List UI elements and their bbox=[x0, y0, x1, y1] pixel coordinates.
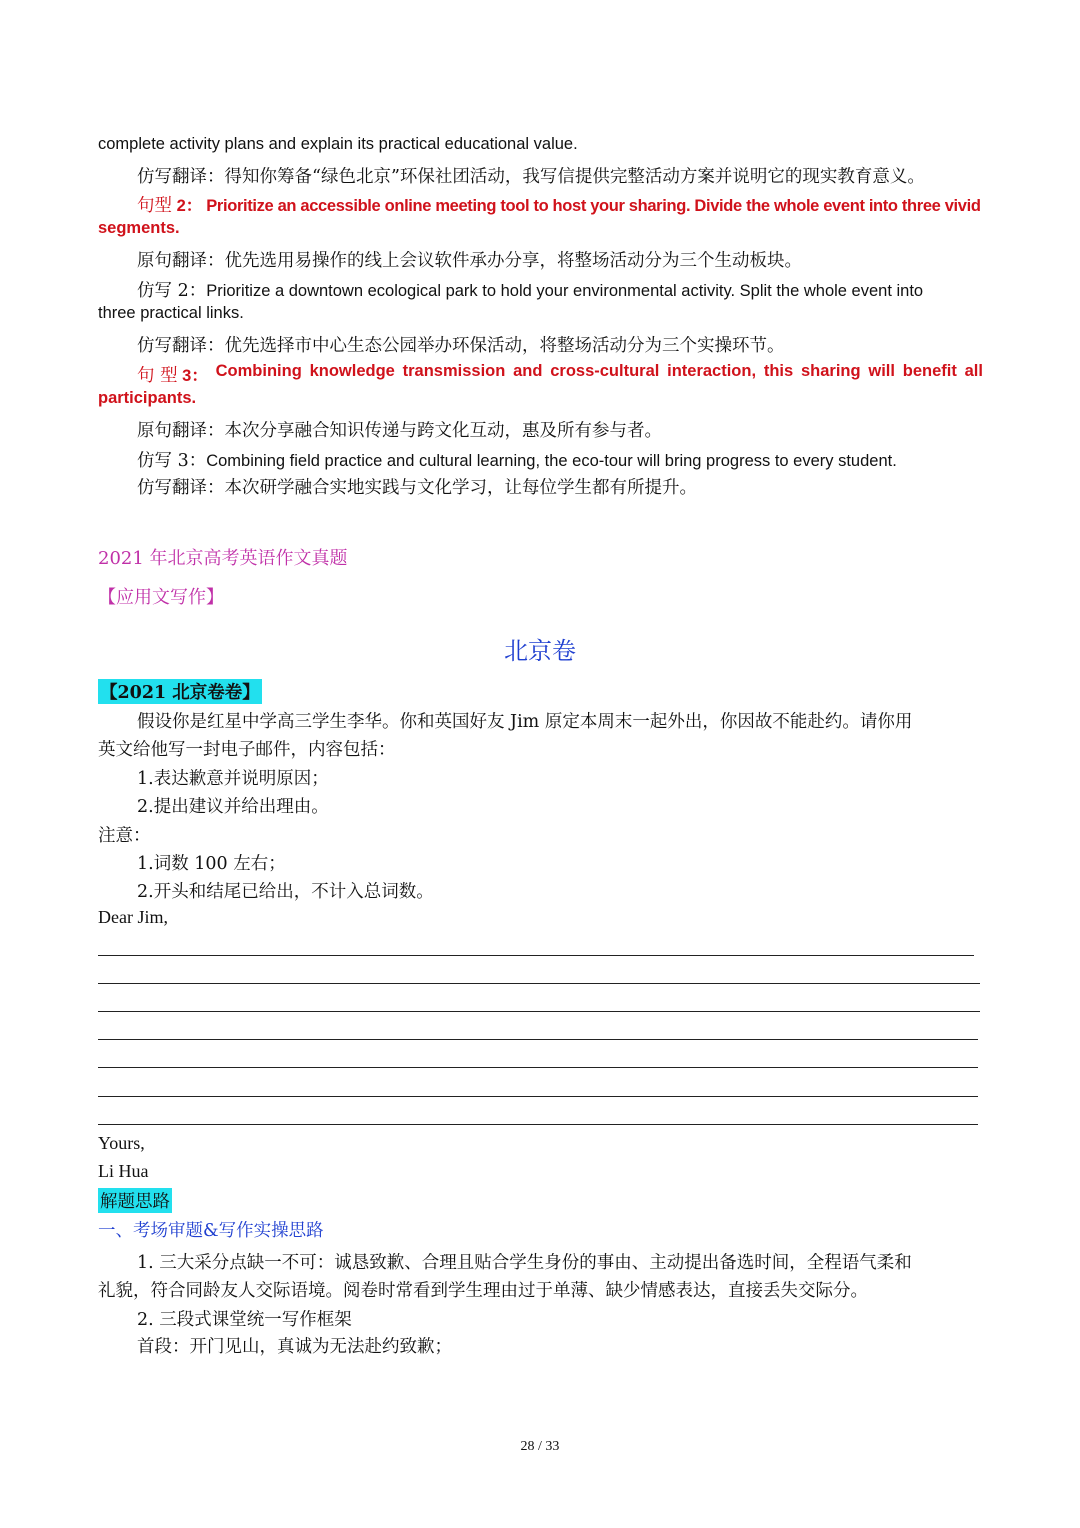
prompt-line: 假设你是红星中学高三学生李华。你和英国好友 Jim 原定本周末一起外出，你因故不能赴约。请你用 bbox=[137, 712, 913, 732]
requirement-item: 2.提出建议并给出理由。 bbox=[137, 797, 329, 817]
analysis-heading: 一、考场审题&写作实操思路 bbox=[98, 1221, 324, 1241]
pattern-word: Combining bbox=[215, 362, 302, 380]
label: 原句翻译： bbox=[137, 421, 225, 441]
label: 仿写翻译： bbox=[137, 167, 225, 187]
writing-line bbox=[98, 1124, 978, 1125]
pattern-word: transmission bbox=[402, 362, 506, 380]
analysis-point-continuation: 礼貌，符合同龄友人交际语境。阅卷时常看到学生理由过于单薄、缺少情感表达，直接丢失交际分。 bbox=[98, 1281, 868, 1301]
pattern-word: knowledge bbox=[309, 362, 395, 380]
imitate3-translation bbox=[137, 474, 697, 499]
page-title: 北京卷 bbox=[504, 637, 576, 665]
label: 仿写翻译： bbox=[137, 336, 225, 356]
closing: Yours, bbox=[98, 1133, 145, 1153]
pattern3-line bbox=[137, 362, 983, 387]
imitate-text: Combining field practice and cultural learning, the eco-tour will bring progress to every student. bbox=[206, 452, 897, 470]
analysis-point: 2. 三段式课堂统一写作框架 bbox=[137, 1310, 352, 1330]
analysis-tag: 解题思路 bbox=[98, 1188, 172, 1213]
label: 原句翻译： bbox=[137, 251, 225, 271]
pattern-word: interaction, bbox=[667, 362, 757, 380]
label: 仿写翻译： bbox=[137, 478, 225, 498]
exam-category: 【应用文写作】 bbox=[98, 587, 224, 608]
pattern2-line bbox=[137, 192, 981, 217]
pattern-label: 句 型 bbox=[137, 366, 178, 386]
writing-line bbox=[98, 1011, 980, 1012]
pattern-word: this bbox=[763, 362, 794, 380]
translation-text: 本次研学融合实地实践与文化学习，让每位学生都有所提升。 bbox=[224, 478, 697, 498]
imitate3-line bbox=[137, 447, 897, 472]
pattern-number: 3： bbox=[177, 367, 208, 385]
analysis-paragraph: 首段：开门见山，真诚为无法赴约致歉； bbox=[137, 1337, 452, 1357]
imitate2-translation bbox=[137, 332, 785, 357]
imitate1-translation bbox=[137, 163, 925, 188]
prompt-continuation: 英文给他写一封电子邮件，内容包括： bbox=[98, 740, 396, 760]
writing-line bbox=[98, 983, 980, 984]
imitate2-line bbox=[137, 277, 923, 302]
exam-tag: 【2021 北京卷卷】 bbox=[98, 679, 262, 704]
page-number: 28 / 33 bbox=[520, 1439, 560, 1454]
pattern-word: will bbox=[868, 362, 895, 380]
pattern-word: benefit bbox=[902, 362, 957, 380]
writing-line bbox=[98, 955, 974, 956]
label: 仿写 3： bbox=[137, 451, 207, 471]
writing-line bbox=[98, 1039, 978, 1040]
pattern-label: 句型 bbox=[137, 196, 172, 216]
pattern-word: all bbox=[964, 362, 983, 380]
pattern-number: 2： bbox=[172, 197, 203, 215]
imitate2-continuation: three practical links. bbox=[98, 304, 244, 322]
writing-line bbox=[98, 1096, 978, 1097]
imitate-text: Prioritize a downtown ecological park to hold your environmental activity. Split the whole event into bbox=[206, 282, 924, 300]
pattern2-continuation: segments. bbox=[98, 219, 180, 237]
note-item: 2.开头和结尾已给出，不计入总词数。 bbox=[137, 882, 434, 902]
pattern-word: sharing bbox=[800, 362, 861, 380]
orig2-translation bbox=[137, 247, 802, 272]
translation-text: 本次分享融合知识传递与跨文化互动，惠及所有参与者。 bbox=[224, 421, 662, 441]
requirement-item: 1.表达歉意并说明原因； bbox=[137, 769, 329, 789]
translation-text: 优先选择市中心生态公园举办环保活动，将整场活动分为三个实操环节。 bbox=[224, 336, 785, 356]
translation-text: 优先选用易操作的线上会议软件承办分享，将整场活动分为三个生动板块。 bbox=[224, 251, 802, 271]
body-line: complete activity plans and explain its practical educational value. bbox=[98, 135, 578, 153]
pattern3-continuation: participants. bbox=[98, 389, 197, 407]
pattern-word: cross-cultural bbox=[550, 362, 660, 380]
salutation: Dear Jim, bbox=[98, 907, 168, 927]
label: 仿写 2： bbox=[137, 281, 207, 301]
orig3-translation bbox=[137, 417, 662, 442]
writing-line bbox=[98, 1067, 978, 1068]
translation-text: 得知你筹备“绿色北京”环保社团活动，我写信提供完整活动方案并说明它的现实教育意义。 bbox=[224, 167, 925, 187]
pattern-text: Prioritize an accessible online meeting tool to host your sharing. Divide the whole event into three vivid bbox=[206, 197, 981, 215]
pattern-word: and bbox=[513, 362, 543, 380]
note-item: 1.词数 100 左右； bbox=[137, 854, 286, 874]
exam-heading: 2021 年北京高考英语作文真题 bbox=[98, 548, 348, 569]
analysis-point: 1. 三大采分点缺一不可：诚恳致歉、合理且贴合学生身份的事由、主动提出备选时间，全程语气柔和 bbox=[137, 1253, 912, 1273]
signature: Li Hua bbox=[98, 1161, 149, 1181]
note-label: 注意： bbox=[98, 826, 151, 846]
